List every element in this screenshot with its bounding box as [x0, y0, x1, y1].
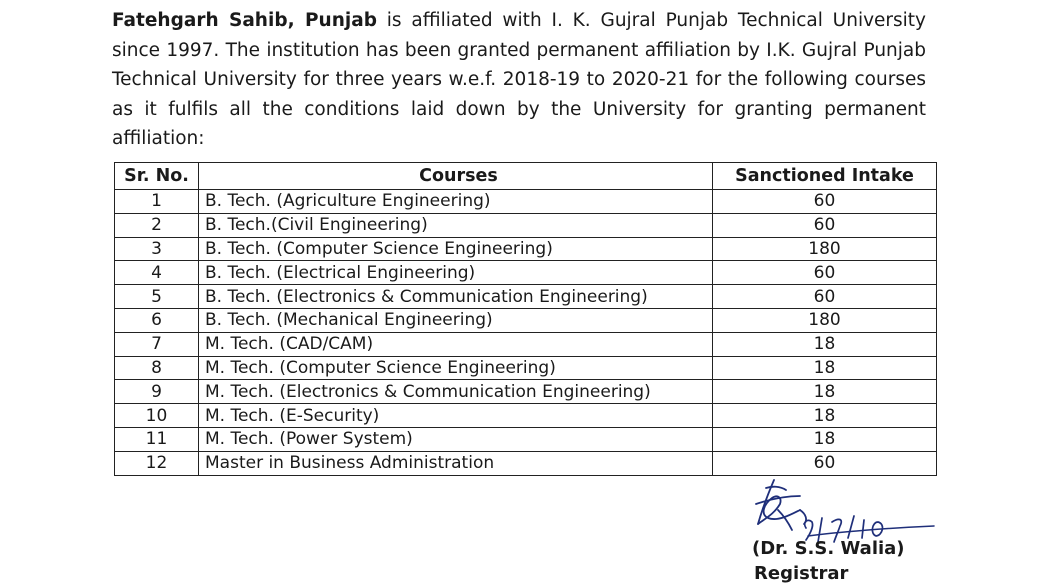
cell-course: B. Tech. (Mechanical Engineering)	[199, 308, 713, 332]
signatory-designation: Registrar	[754, 563, 849, 584]
cell-intake: 60	[713, 213, 937, 237]
cell-course: M. Tech. (Electronics & Communication Engineering)	[199, 380, 713, 404]
cell-course: B. Tech.(Civil Engineering)	[199, 213, 713, 237]
paragraph-line-3: Technical University for three years w.e.f. 2018-19 to 2020-21 for the following courses	[112, 69, 926, 90]
table-row	[115, 380, 937, 404]
paragraph-line-2: since 1997. The institution has been granted permanent affiliation by I.K. Gujral Punjab	[112, 39, 926, 61]
cell-sr-no: 3	[115, 237, 199, 261]
cell-course: Master in Business Administration	[199, 451, 713, 475]
table-row	[115, 404, 937, 428]
cell-intake: 180	[713, 237, 937, 261]
table-row	[115, 308, 937, 332]
cell-course: M. Tech. (Power System)	[199, 427, 713, 451]
cell-intake: 18	[713, 404, 937, 428]
table-row	[115, 190, 937, 214]
cell-course: B. Tech. (Electrical Engineering)	[199, 261, 713, 285]
table-row	[115, 332, 937, 356]
cell-intake: 60	[713, 285, 937, 309]
cell-sr-no: 7	[115, 332, 199, 356]
cell-intake: 18	[713, 427, 937, 451]
table-row	[115, 261, 937, 285]
header-sanctioned-intake: Sanctioned Intake	[713, 163, 937, 190]
cell-sr-no: 2	[115, 213, 199, 237]
courses-table	[114, 162, 937, 476]
cell-sr-no: 9	[115, 380, 199, 404]
signatory-name: (Dr. S.S. Walia)	[752, 538, 905, 559]
header-sr-no: Sr. No.	[115, 163, 199, 190]
paragraph-line-1-text: is affiliated with I. K. Gujral Punjab Technical University	[376, 10, 927, 31]
cell-course: B. Tech. (Agriculture Engineering)	[199, 190, 713, 214]
cell-intake: 60	[713, 261, 937, 285]
cell-intake: 18	[713, 332, 937, 356]
affiliation-paragraph	[112, 6, 926, 154]
paragraph-line-5: affiliation:	[112, 128, 205, 149]
header-courses: Courses	[199, 163, 713, 190]
table-row	[115, 285, 937, 309]
cell-intake: 180	[713, 308, 937, 332]
cell-intake: 60	[713, 451, 937, 475]
table-header-row	[115, 163, 937, 190]
cell-course: B. Tech. (Computer Science Engineering)	[199, 237, 713, 261]
cell-sr-no: 6	[115, 308, 199, 332]
cell-sr-no: 5	[115, 285, 199, 309]
cell-sr-no: 8	[115, 356, 199, 380]
institution-location: Fatehgarh Sahib, Punjab	[112, 10, 377, 31]
cell-sr-no: 11	[115, 427, 199, 451]
cell-intake: 60	[713, 190, 937, 214]
table-row	[115, 356, 937, 380]
cell-course: M. Tech. (Computer Science Engineering)	[199, 356, 713, 380]
cell-course: M. Tech. (CAD/CAM)	[199, 332, 713, 356]
cell-sr-no: 4	[115, 261, 199, 285]
cell-intake: 18	[713, 356, 937, 380]
paragraph-line-4: as it fulfils all the conditions laid down by the University for granting permanent	[112, 98, 926, 120]
table-row	[115, 213, 937, 237]
cell-sr-no: 12	[115, 451, 199, 475]
paragraph-line-1	[112, 6, 926, 36]
cell-course: B. Tech. (Electronics & Communication Engineering)	[199, 285, 713, 309]
cell-intake: 18	[713, 380, 937, 404]
cell-course: M. Tech. (E-Security)	[199, 404, 713, 428]
table-row	[115, 451, 937, 475]
cell-sr-no: 10	[115, 404, 199, 428]
table-row	[115, 237, 937, 261]
table-row	[115, 427, 937, 451]
cell-sr-no: 1	[115, 190, 199, 214]
